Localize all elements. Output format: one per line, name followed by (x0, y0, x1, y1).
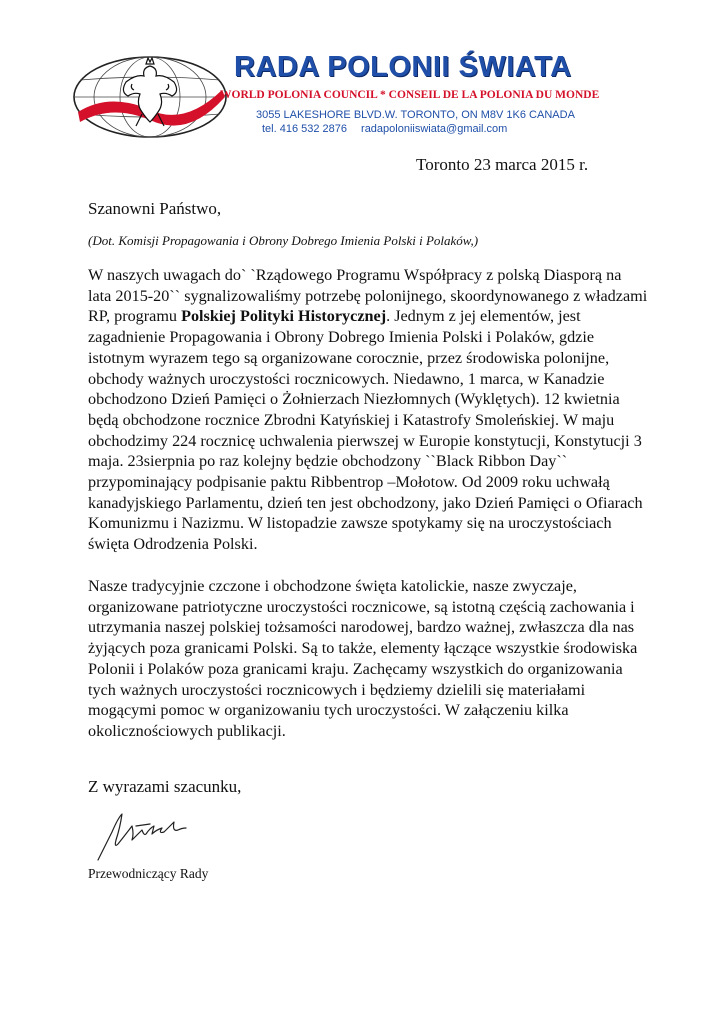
organization-subtitle: WORLD POLONIA COUNCIL * CONSEIL DE LA POLONIA DU MONDE (220, 89, 600, 101)
white-eagle-emblem-icon (70, 52, 230, 142)
phone-number: tel. 416 532 2876 (262, 123, 348, 135)
letter-date: Toronto 23 marca 2015 r. (416, 155, 589, 174)
signer-title: Przewodniczący Rady (88, 866, 209, 881)
email-address: radapoloniiswiata@gmail.com (361, 123, 508, 135)
paragraph-1-bold-phrase: Polskiej Polityki Historycznej (181, 307, 387, 326)
organization-name: RADA POLONII ŚWIATA (234, 51, 572, 83)
paragraph-2: Nasze tradycyjnie czczone i obchodzone święta katolickie, nasze zwyczaje, organizowane patriotyczne uroczystości rocznicowe, są istotną częścią zachowania i utrzymania naszej polskiej tożsamości narodowej, bardzo ważnej, zwłaszcza dla nas żyjących poza granicami Polski. Są to także, elementy łączące wszystkie środowiska Polonii i Polaków poza granicami kraju. Zachęcamy wszystkich do organizowania tych ważnych uroczystości rocznicowych i będziemy dzielili się materiałami mogącymi pomoc w organizowaniu tych uroczystości. W załączeniu kilka okolicznościowych publikacji. (88, 577, 638, 740)
letter-subject: (Dot. Komisji Propagowania i Obrony Dobrego Imienia Polski i Polaków,) (88, 233, 479, 248)
paragraph-1 (88, 265, 648, 555)
paragraph-1-text-start: W naszych uwagach do` `Rządowego Programu Współpracy z polską Diasporą na lata 2015-20`` sygnalizowaliśmy potrzebę polonijnego, skoordynowanego z władzami RP, programu (88, 266, 648, 326)
closing: Z wyrazami szacunku, (88, 777, 242, 796)
salutation: Szanowni Państwo, (88, 199, 222, 218)
handwritten-signature-icon (92, 804, 212, 864)
organization-contact (262, 123, 507, 136)
paragraph-1-text-end: . Jednym z jej elementów, jest zagadnienie Propagowania i Obrony Dobrego Imienia Polski i Polaków, gdzie istotnym wyrazem tego są organizowane corocznie, przez środowiska polonijne, obchody ważnych uroczystości rocznicowych. Niedawno, 1 marca, w Kanadzie obchodzono Dzień Pamięci o Żołnierzach Niezłomnych (Wyklętych). 12 kwietnia będą obchodzone rocznice Zbrodni Katyńskiej i Katastrofy Smoleńskiej. W maju obchodzimy 224 rocznicę uchwalenia pierwszej w Europie konstytucji, Konstytucji 3 maja. 23sierpnia po raz kolejny będzie obchodzony ``Black Ribbon Day`` przypominający podpisanie paktu Ribbentrop –Mołotow. Od 2009 roku uchwałą kanadyjskiego Parlamentu, dzień ten jest obchodzony, jako Dzień Pamięci o Ofiarach Komunizmu i Nazizmu. W listopadzie zawsze spotykamy się na uroczystościach święta Odrodzenia Polski. (88, 307, 643, 554)
organization-address: 3055 LAKESHORE BLVD.W. TORONTO, ON M8V 1K6 CANADA (256, 109, 575, 121)
